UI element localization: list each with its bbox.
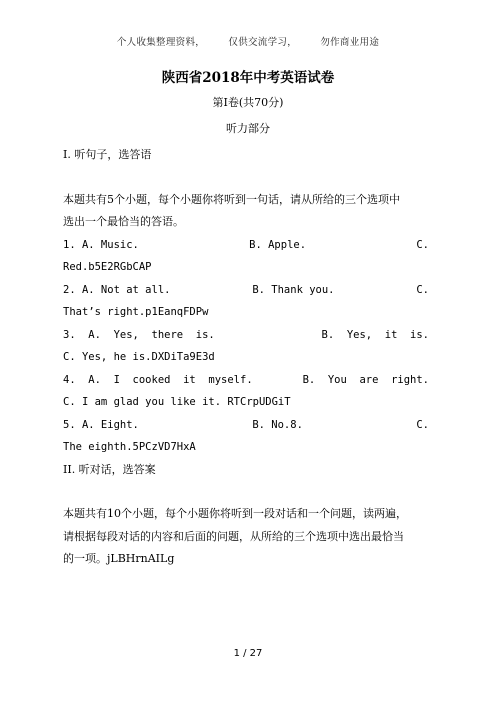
question-2-tail: That’s right.p1EanqFDPw [63,306,209,318]
question-3-options [63,324,429,347]
option-a: 3. A. Yes, there is. [63,328,215,341]
option-b: B. No.8. [252,418,303,431]
part1-instructions-line1: 本题共有5个小题，每个小题你将听到一句话，请从所给的三个选项中 [63,192,400,206]
option-b: B. Yes, it is. [321,328,429,341]
option-b: B. Thank you. [252,283,335,296]
option-a: 1. A. Music. [63,238,139,251]
question-2-options [63,279,429,302]
document-subtitle: 第I卷(共70分) [212,96,284,109]
header-text-1: 个人收集整理资料， [116,37,206,48]
option-b: B. You are right. [302,373,429,386]
option-a: 5. A. Eight. [63,418,139,431]
part1-instructions-line2: 选出一个最恰当的答语。 [63,215,184,228]
option-c: C. [416,418,429,431]
question-3-tail: C. Yes, he is.DXDiTa9E3d [63,351,215,363]
part2-instructions-line1: 本题共有10个小题，每个小题你将听到一段对话和一个问题，读两遍， [63,507,407,520]
option-c: C. [416,238,429,251]
question-5-tail: The eighth.5PCzVD7HxA [63,441,196,453]
part2-instructions-line2: 请根据每段对话的内容和后面的问题，从所给的三个选项中选出最恰当 [63,529,404,543]
page-header [0,34,496,48]
option-c: C. [416,283,429,296]
part1-block [63,144,429,571]
document-title: 陕西省2018年中考英语试卷 [161,70,335,86]
part2-instructions-line3: 的一项。jLBHrnAILg [63,552,175,565]
option-a: 2. A. Not at all. [63,283,171,296]
page-number: 1 / 27 [233,648,263,659]
question-4-options [63,369,429,392]
part1-heading: I. 听句子，选答语 [63,148,152,161]
question-4-tail: C. I am glad you like it. RTCrpUDGiT [63,396,291,408]
option-a: 4. A. I cooked it myself. [63,373,253,386]
question-1-tail: Red.b5E2RGbCAP [63,261,152,273]
part2-heading: II. 听对话，选答案 [63,462,156,476]
section-heading: 听力部分 [226,122,270,135]
question-5-options [63,414,429,437]
question-1-options [63,234,429,257]
option-b: B. Apple. [249,238,307,251]
header-text-3: 勿作商业用途 [320,37,380,48]
header-text-2: 仅供交流学习， [228,37,297,48]
